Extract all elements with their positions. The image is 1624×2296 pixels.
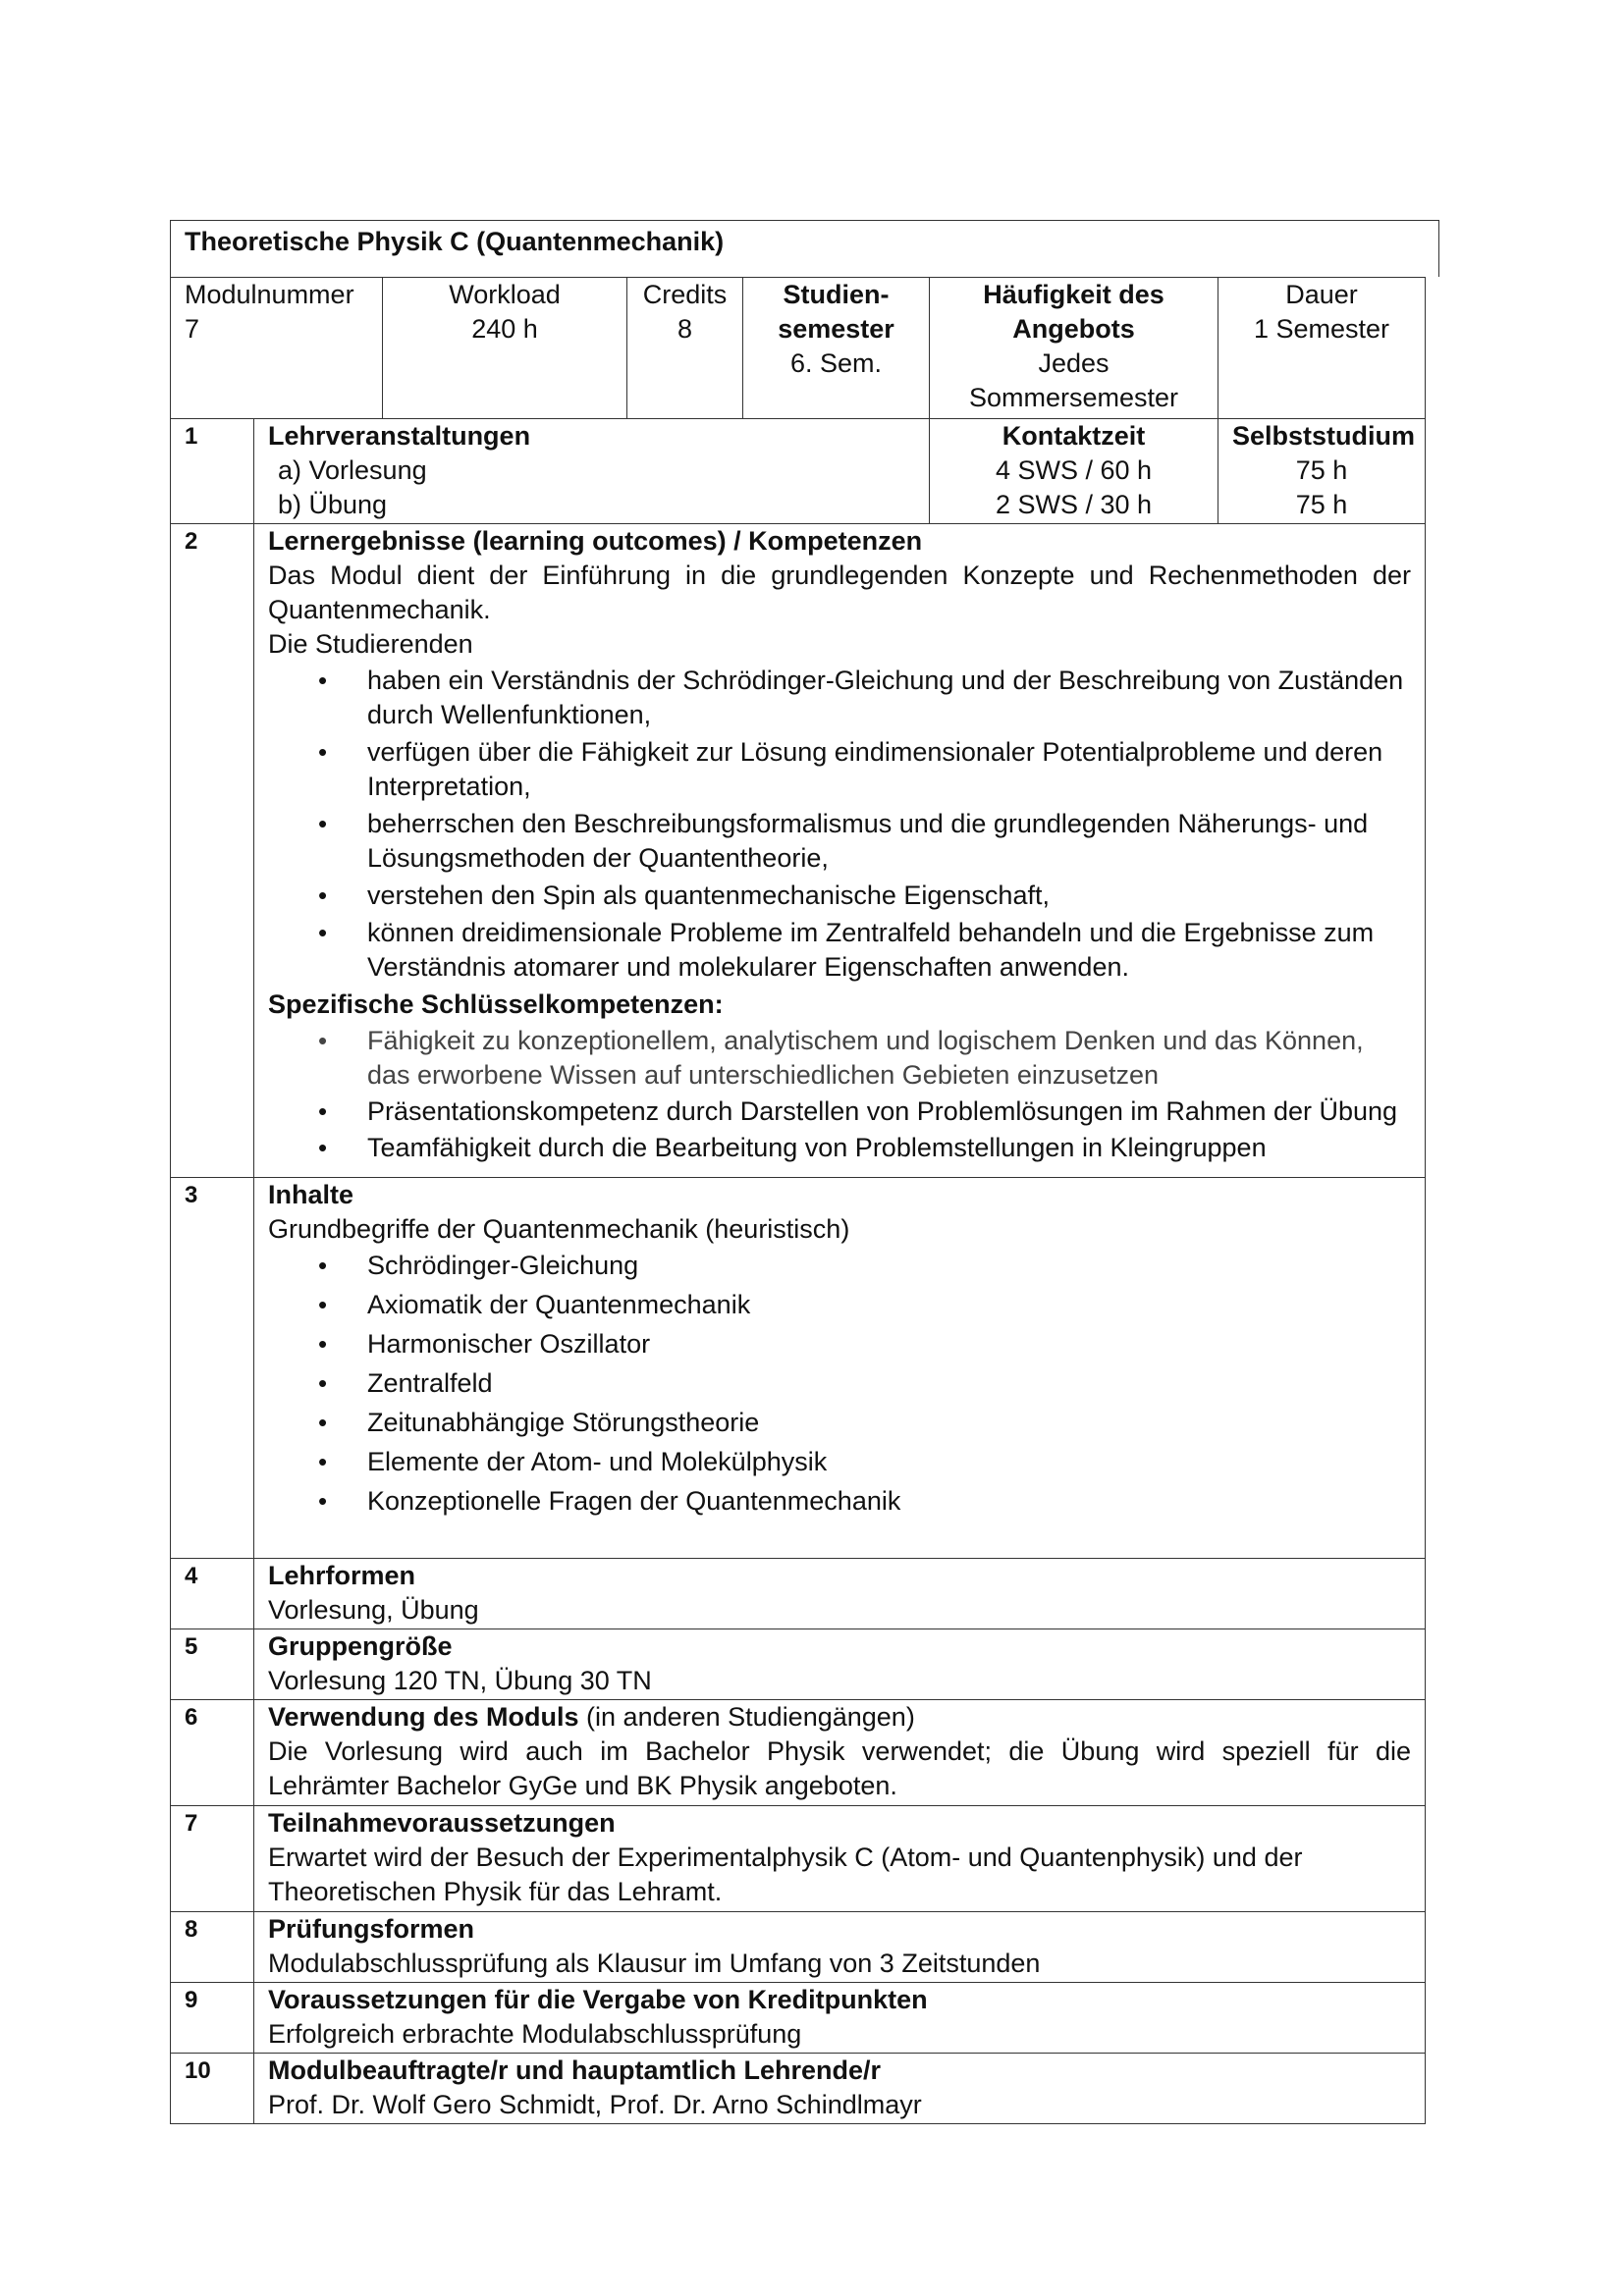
- course-uebung: b) Übung: [278, 490, 388, 519]
- section-7-content: [254, 1806, 1426, 1912]
- section-8-number: 8: [171, 1912, 254, 1983]
- section-2-content: [254, 524, 1426, 1178]
- list-item: • Präsentationskompetenz durch Darstellen von Problemlösungen im Rahmen der Übung: [268, 1095, 1411, 1129]
- haeufigkeit-value-2: Sommersemester: [968, 383, 1179, 412]
- section-9-text: Erfolgreich erbrachte Modulabschlussprüfung: [268, 2019, 802, 2049]
- selbststudium-uebung: 75 h: [1295, 490, 1348, 519]
- section-2-heading: Lernergebnisse (learning outcomes) / Kompetenzen: [268, 526, 923, 556]
- section-5-row: [171, 1629, 1426, 1700]
- list-item: • Zeitunabhängige Störungstheorie: [268, 1406, 1411, 1440]
- section-8-text: Modulabschlussprüfung als Klausur im Umfang von 3 Zeitstunden: [268, 1949, 1041, 1978]
- studiensemester-value: 6. Sem.: [789, 348, 883, 378]
- dauer-cell: [1218, 278, 1426, 419]
- section-7-number: 7: [171, 1806, 254, 1912]
- section-9-heading: Voraussetzungen für die Vergabe von Kreditpunkten: [268, 1985, 928, 2014]
- workload-label: Workload: [449, 280, 561, 309]
- key-competences-heading: Spezifische Schlüsselkompetenzen:: [268, 989, 724, 1019]
- section-5-heading: Gruppengröße: [268, 1631, 453, 1661]
- list-item: • Harmonischer Oszillator: [268, 1327, 1411, 1362]
- key-competences-list: [268, 1024, 1411, 1165]
- learning-outcomes-list: [268, 664, 1411, 985]
- kontaktzeit-cell: [930, 419, 1218, 524]
- section-1-content: [254, 419, 930, 524]
- section-4-row: [171, 1559, 1426, 1629]
- section-6-content: [254, 1700, 1426, 1806]
- list-item: • Konzeptionelle Fragen der Quantenmechanik: [268, 1484, 1411, 1519]
- section-8-content: [254, 1912, 1426, 1983]
- section-7-heading: Teilnahmevoraussetzungen: [268, 1808, 616, 1838]
- course-vorlesung: a) Vorlesung: [278, 455, 427, 485]
- section-3-row: [171, 1178, 1426, 1559]
- credits-cell: [627, 278, 743, 419]
- section-2-number: 2: [171, 524, 254, 1178]
- section-10-row: [171, 2054, 1426, 2124]
- haeufigkeit-label-1: Häufigkeit des: [983, 280, 1164, 309]
- section-9-content: [254, 1983, 1426, 2054]
- section-6-heading-suffix: (in anderen Studiengängen): [578, 1702, 915, 1732]
- list-item: • Teamfähigkeit durch die Bearbeitung von Problemstellungen in Kleingruppen: [268, 1131, 1411, 1165]
- section-2-lead: Die Studierenden: [268, 629, 473, 659]
- section-2-row: [171, 524, 1426, 1178]
- section-3-content: [254, 1178, 1426, 1559]
- section-6-heading: Verwendung des Moduls: [268, 1702, 579, 1732]
- modulnummer-value: 7: [185, 314, 200, 344]
- studiensemester-label-2: semester: [778, 314, 894, 344]
- kontaktzeit-label: Kontaktzeit: [1001, 421, 1146, 451]
- section-5-number: 5: [171, 1629, 254, 1700]
- header-row: [171, 278, 1426, 419]
- dauer-value: 1 Semester: [1253, 314, 1390, 344]
- dauer-label: Dauer: [1285, 280, 1358, 309]
- list-item: • Axiomatik der Quantenmechanik: [268, 1288, 1411, 1322]
- list-item: • Elemente der Atom- und Molekülphysik: [268, 1445, 1411, 1479]
- section-7-text: Erwartet wird der Besuch der Experimentalphysik C (Atom- und Quantenphysik) und der Theoretischen Physik für das Lehramt.: [268, 1842, 1303, 1906]
- section-4-text: Vorlesung, Übung: [268, 1595, 479, 1625]
- section-9-number: 9: [171, 1983, 254, 2054]
- selbststudium-vorlesung: 75 h: [1295, 455, 1348, 485]
- list-item: • beherrschen den Beschreibungsformalismus und die grundlegenden Näherungs- und Lösungsmethoden der Quantentheorie,: [268, 807, 1411, 876]
- section-1-row: [171, 419, 1426, 524]
- section-6-number: 6: [171, 1700, 254, 1806]
- module-title: Theoretische Physik C (Quantenmechanik): [170, 220, 1439, 277]
- section-5-text: Vorlesung 120 TN, Übung 30 TN: [268, 1666, 652, 1695]
- list-item: • Schrödinger-Gleichung: [268, 1249, 1411, 1283]
- studiensemester-cell: [743, 278, 930, 419]
- workload-cell: [383, 278, 627, 419]
- section-3-lead: Grundbegriffe der Quantenmechanik (heuristisch): [268, 1214, 850, 1244]
- section-8-row: [171, 1912, 1426, 1983]
- section-4-number: 4: [171, 1559, 254, 1629]
- kontaktzeit-uebung: 2 SWS / 30 h: [995, 490, 1153, 519]
- list-item: • Zentralfeld: [268, 1366, 1411, 1401]
- section-6-row: [171, 1700, 1426, 1806]
- section-3-number: 3: [171, 1178, 254, 1559]
- section-1-number: 1: [171, 419, 254, 524]
- haeufigkeit-label-2: Angebots: [1012, 314, 1135, 344]
- haeufigkeit-cell: [930, 278, 1218, 419]
- section-8-heading: Prüfungsformen: [268, 1914, 475, 1944]
- section-10-content: [254, 2054, 1426, 2124]
- section-6-heading-line: [268, 1700, 1411, 1735]
- section-2-intro: Das Modul dient der Einführung in die grundlegenden Konzepte und Rechenmethoden der Quantenmechanik.: [268, 561, 1411, 624]
- module-sheet: [170, 220, 1439, 2124]
- studiensemester-label-1: Studien-: [783, 280, 890, 309]
- section-9-row: [171, 1983, 1426, 2054]
- section-4-heading: Lehrformen: [268, 1561, 416, 1590]
- selbststudium-label: Selbststudium: [1232, 421, 1416, 451]
- list-item: • Fähigkeit zu konzeptionellem, analytischem und logischem Denken und das Können, das erworbene Wissen auf unterschiedlichen Gebieten einzusetzen: [268, 1024, 1411, 1093]
- workload-value: 240 h: [471, 314, 538, 344]
- section-7-row: [171, 1806, 1426, 1912]
- section-6-text: Die Vorlesung wird auch im Bachelor Physik verwendet; die Übung wird speziell für die Lehrämter Bachelor GyGe und BK Physik angeboten.: [268, 1736, 1411, 1800]
- kontaktzeit-vorlesung: 4 SWS / 60 h: [995, 455, 1153, 485]
- modulnummer-cell: [171, 278, 383, 419]
- module-table: [170, 277, 1426, 2124]
- selbststudium-cell: [1218, 419, 1426, 524]
- list-item: • verfügen über die Fähigkeit zur Lösung eindimensionaler Potentialprobleme und deren Interpretation,: [268, 735, 1411, 804]
- credits-label: Credits: [642, 280, 728, 309]
- list-item: • verstehen den Spin als quantenmechanische Eigenschaft,: [268, 879, 1411, 913]
- list-item: • können dreidimensionale Probleme im Zentralfeld behandeln und die Ergebnisse zum Verständnis atomarer und molekularer Eigenschaften anwenden.: [268, 916, 1411, 985]
- contents-list: [268, 1249, 1411, 1519]
- section-10-text: Prof. Dr. Wolf Gero Schmidt, Prof. Dr. Arno Schindlmayr: [268, 2090, 922, 2119]
- haeufigkeit-value-1: Jedes: [1038, 348, 1110, 378]
- section-5-content: [254, 1629, 1426, 1700]
- credits-value: 8: [677, 314, 693, 344]
- section-10-number: 10: [171, 2054, 254, 2124]
- section-1-heading: Lehrveranstaltungen: [268, 421, 531, 451]
- modulnummer-label: Modulnummer: [185, 280, 354, 309]
- list-item: • haben ein Verständnis der Schrödinger-Gleichung und der Beschreibung von Zuständen durch Wellenfunktionen,: [268, 664, 1411, 732]
- section-4-content: [254, 1559, 1426, 1629]
- section-3-heading: Inhalte: [268, 1180, 354, 1209]
- section-10-heading: Modulbeauftragte/r und hauptamtlich Lehrende/r: [268, 2056, 882, 2085]
